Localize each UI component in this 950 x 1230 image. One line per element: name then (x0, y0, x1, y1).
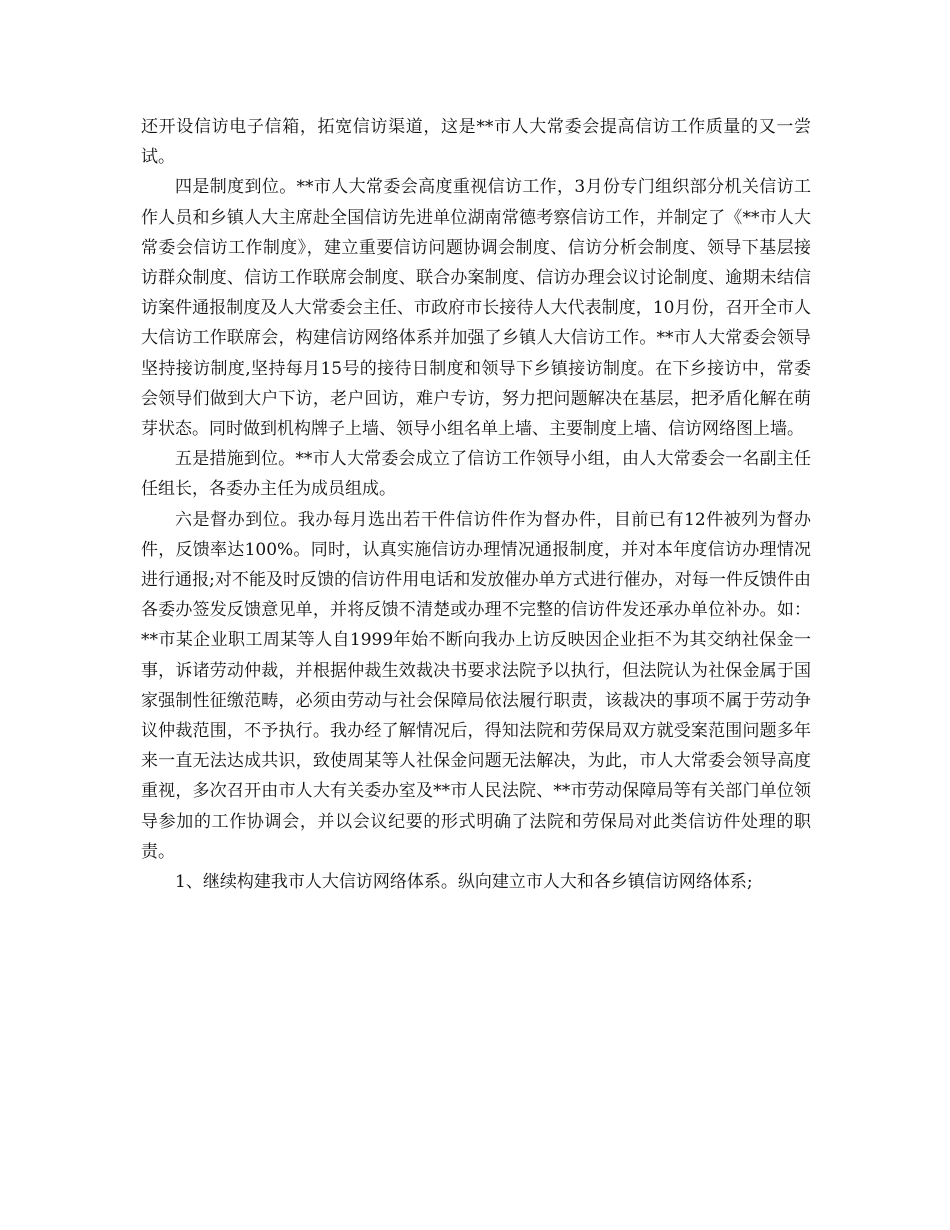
document-body (141, 112, 811, 897)
paragraph-electronic-mailbox: 还开设信访电子信箱，拓宽信访渠道，这是**市人大常委会提高信访工作质量的又一尝试。 (141, 117, 811, 168)
paragraph-network-system: 1、继续构建我市人大信访网络体系。纵向建立市人大和各乡镇信访网络体系; (175, 872, 753, 893)
paragraph-system-in-place: 四是制度到位。**市人大常委会高度重视信访工作，3月份专门组织部分机关信访工作人员和乡镇人大主席赴全国信访先进单位湖南常德考察信访工作，并制定了《**市人大常委会信访工作制度》，建立重要信访问题协调会制度、信访分析会制度、领导下基层接访群众制度、信访工作联席会制度、联合办案制度、信访办理会议讨论制度、逾期未结信访案件通报制度及人大常委会主任、市政府市长接待人大代表制度，10月份，召开全市人大信访工作联席会，构建信访网络体系并加强了乡镇人大信访工作。**市人大常委会领导坚持接访制度,坚持每月15号的接待日制度和领导下乡镇接访制度。在下乡接访中，常委会领导们做到大户下访，老户回访，难户专访，努力把问题解决在基层，把矛盾化解在萌芽状态。同时做到机构牌子上墙、领导小组名单上墙、主要制度上墙、信访网络图上墙。 (141, 177, 811, 440)
paragraph-measures-in-place: 五是措施到位。**市人大常委会成立了信访工作领导小组，由人大常委会一名副主任任组长，各委办主任为成员组成。 (141, 449, 811, 500)
paragraph-supervision-in-place: 六是督办到位。我办每月选出若干件信访件作为督办件，目前已有12件被列为督办件，反馈率达100%。同时，认真实施信访办理情况通报制度，并对本年度信访办理情况进行通报;对不能及时反馈的信访件用电话和发放催办单方式进行催办，对每一件反馈件由各委办签发反馈意见单，并将反馈不清楚或办理不完整的信访件发还承办单位补办。如：**市某企业职工周某等人自1999年始不断向我办上访反映因企业拒不为其交纳社保金一事，诉诸劳动仲裁，并根据仲裁生效裁决书要求法院予以执行，但法院认为社保金属于国家强制性征缴范畴，必须由劳动与社会保障局依法履行职责，该裁决的事项不属于劳动争议仲裁范围，不予执行。我办经了解情况后，得知法院和劳保局双方就受案范围问题多年来一直无法达成共识，致使周某等人社保金问题无法解决，为此，市人大常委会领导高度重视，多次召开由市人大有关委办室及**市人民法院、**市劳动保障局等有关部门单位领导参加的工作协调会，并以会议纪要的形式明确了法院和劳保局对此类信访件处理的职责。 (141, 509, 811, 862)
